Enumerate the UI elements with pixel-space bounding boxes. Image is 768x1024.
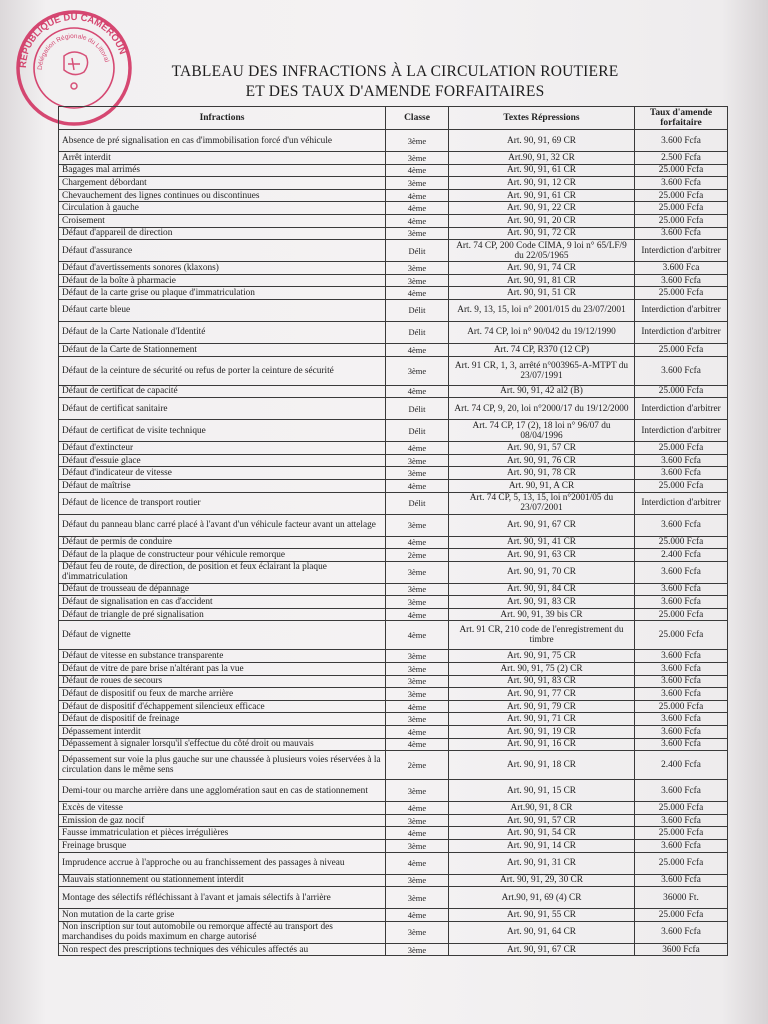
table-row	[59, 675, 728, 688]
cell-texte: Art. 91 CR, 1, 3, arrêté n°003965-A-MTPT du 23/07/1991	[449, 356, 635, 385]
cell-classe: 3ème	[386, 713, 449, 726]
table-row	[59, 751, 728, 780]
cell-texte: Art. 90, 91, 83 CR	[449, 596, 635, 609]
cell-texte: Art. 90, 91, 64 CR	[449, 921, 635, 943]
cell-texte: Art. 90, 91, 75 (2) CR	[449, 663, 635, 676]
cell-classe: 4ème	[386, 608, 449, 621]
cell-texte: Art. 74 CP, R370 (12 CP)	[449, 343, 635, 356]
cell-classe: 4ème	[386, 214, 449, 227]
cell-infraction: Chargement débordant	[59, 177, 386, 190]
cell-infraction: Arrêt interdit	[59, 152, 386, 165]
cell-taux: 25.000 Fcfa	[635, 442, 728, 455]
cell-taux: 3.600 Fcfa	[635, 688, 728, 701]
table-row	[59, 583, 728, 596]
cell-classe: 2ème	[386, 549, 449, 562]
cell-infraction: Défaut de dispositif de freinage	[59, 713, 386, 726]
cell-taux: 3.600 Fcfa	[635, 675, 728, 688]
table-row	[59, 840, 728, 853]
cell-classe: 4ème	[386, 738, 449, 751]
cell-classe: 3ème	[386, 675, 449, 688]
cell-infraction: Défaut de trousseau de dépannage	[59, 583, 386, 596]
cell-taux: 3.600 Fcfa	[635, 454, 728, 467]
cell-infraction: Croisement	[59, 214, 386, 227]
cell-texte: Art. 90, 91, 57 CR	[449, 442, 635, 455]
cell-infraction: Défaut de permis de conduire	[59, 536, 386, 549]
cell-classe: 3ème	[386, 874, 449, 887]
cell-taux: 3.600 Fcfa	[635, 514, 728, 536]
cell-taux: 3.600 Fcfa	[635, 583, 728, 596]
cell-classe: 4ème	[386, 343, 449, 356]
cell-infraction: Chevauchement des lignes continues ou discontinues	[59, 189, 386, 202]
cell-classe: 4ème	[386, 827, 449, 840]
cell-texte: Art. 74 CP, 5, 13, 15, loi n°2001/05 du 23/07/2001	[449, 492, 635, 514]
cell-taux: 2.500 Fcfa	[635, 152, 728, 165]
cell-texte: Art. 90, 91, 29, 30 CR	[449, 874, 635, 887]
cell-classe: 3ème	[386, 561, 449, 583]
cell-taux: 3.600 Fcfa	[635, 738, 728, 751]
cell-taux: 25.000 Fcfa	[635, 802, 728, 815]
table-header-row	[59, 107, 728, 130]
cell-taux: Interdiction d'arbitrer	[635, 240, 728, 262]
cell-classe: 4ème	[386, 802, 449, 815]
cell-infraction: Défaut du panneau blanc carré placé à l'avant d'un véhicule facteur avant un attelage	[59, 514, 386, 536]
cell-taux: 3.600 Fcfa	[635, 274, 728, 287]
cell-texte: Art. 90, 91, A CR	[449, 479, 635, 492]
cell-classe: 4ème	[386, 852, 449, 874]
cell-texte: Art. 90, 91, 57 CR	[449, 814, 635, 827]
cell-texte: Art. 90, 91, 19 CR	[449, 726, 635, 739]
cell-texte: Art.90, 91, 69 (4) CR	[449, 887, 635, 909]
cell-infraction: Défaut d'appareil de direction	[59, 227, 386, 240]
cell-classe: 3ème	[386, 780, 449, 802]
cell-classe: Délit	[386, 321, 449, 343]
cell-classe: 3ème	[386, 943, 449, 956]
cell-infraction: Défaut de certificat de visite technique	[59, 420, 386, 442]
cell-infraction: Non inscription sur tout automobile ou remorque affecté au transport des marchandises du poids maximum en charge autorisé	[59, 921, 386, 943]
cell-infraction: Défaut d'indicateur de vitesse	[59, 467, 386, 480]
cell-texte: Art. 90, 91, 76 CR	[449, 454, 635, 467]
table-row	[59, 164, 728, 177]
cell-taux: 25.000 Fcfa	[635, 164, 728, 177]
cell-taux: 3.600 Fcfa	[635, 814, 728, 827]
cell-infraction: Défaut de licence de transport routier	[59, 492, 386, 514]
table-row	[59, 663, 728, 676]
table-row	[59, 398, 728, 420]
cell-texte: Art. 90, 91, 14 CR	[449, 840, 635, 853]
cell-texte: Art. 90, 91, 71 CR	[449, 713, 635, 726]
cell-infraction: Défaut de la carte grise ou plaque d'immatriculation	[59, 287, 386, 300]
table-row	[59, 536, 728, 549]
cell-classe: 3ème	[386, 921, 449, 943]
table-body	[59, 130, 728, 956]
cell-infraction: Dépassement à signaler lorsqu'il s'effectue du côté droit ou mauvais	[59, 738, 386, 751]
table-row	[59, 549, 728, 562]
cell-taux: 3.600 Fcfa	[635, 177, 728, 190]
table-row	[59, 874, 728, 887]
cell-classe: 4ème	[386, 536, 449, 549]
cell-classe: 4ème	[386, 700, 449, 713]
table-row	[59, 442, 728, 455]
cell-taux: 3600 Fcfa	[635, 943, 728, 956]
cell-classe: 4ème	[386, 479, 449, 492]
cell-texte: Art. 90, 91, 41 CR	[449, 536, 635, 549]
cell-classe: 3ème	[386, 814, 449, 827]
table-row	[59, 726, 728, 739]
table-row	[59, 152, 728, 165]
cell-texte: Art. 74 CP, 17 (2), 18 loi n° 96/07 du 08/04/1996	[449, 420, 635, 442]
cell-infraction: Circulation à gauche	[59, 202, 386, 215]
cell-texte: Art.90, 91, 8 CR	[449, 802, 635, 815]
cell-infraction: Imprudence accrue à l'approche ou au franchissement des passages à niveau	[59, 852, 386, 874]
table-row	[59, 827, 728, 840]
table-row	[59, 688, 728, 701]
cell-taux: 25.000 Fcfa	[635, 385, 728, 398]
cell-texte: Art. 90, 91, 20 CR	[449, 214, 635, 227]
table-row	[59, 780, 728, 802]
cell-taux: Interdiction d'arbitrer	[635, 299, 728, 321]
cell-taux: 25.000 Fcfa	[635, 214, 728, 227]
cell-texte: Art. 90, 91, 22 CR	[449, 202, 635, 215]
cell-classe: 4ème	[386, 621, 449, 650]
cell-classe: 3ème	[386, 650, 449, 663]
cell-infraction: Non mutation de la carte grise	[59, 909, 386, 922]
table-row	[59, 887, 728, 909]
cell-taux: 36000 Ft.	[635, 887, 728, 909]
table-row	[59, 274, 728, 287]
cell-texte: Art. 74 CP, loi n° 90/042 du 19/12/1990	[449, 321, 635, 343]
cell-texte: Art. 90, 91, 84 CR	[449, 583, 635, 596]
cell-taux: 2.400 Fcfa	[635, 751, 728, 780]
cell-classe: Délit	[386, 240, 449, 262]
cell-taux: Interdiction d'arbitrer	[635, 321, 728, 343]
header-infractions: Infractions	[59, 107, 386, 130]
table-row	[59, 189, 728, 202]
cell-texte: Art.90, 91, 32 CR	[449, 152, 635, 165]
table-row	[59, 467, 728, 480]
cell-taux: 3.600 Fcfa	[635, 780, 728, 802]
cell-taux: 25.000 Fcfa	[635, 827, 728, 840]
table-row	[59, 700, 728, 713]
cell-classe: 3ème	[386, 596, 449, 609]
table-row	[59, 514, 728, 536]
cell-infraction: Défaut de triangle de pré signalisation	[59, 608, 386, 621]
cell-texte: Art. 90, 91, 39 bis CR	[449, 608, 635, 621]
cell-infraction: Excès de vitesse	[59, 802, 386, 815]
cell-infraction: Défaut de la Carte de Stationnement	[59, 343, 386, 356]
cell-classe: 4ème	[386, 287, 449, 300]
cell-taux: 2.400 Fcfa	[635, 549, 728, 562]
infractions-table	[58, 106, 728, 956]
cell-taux: 3.600 Fcfa	[635, 650, 728, 663]
table-row	[59, 921, 728, 943]
cell-classe: 4ème	[386, 385, 449, 398]
table-row	[59, 214, 728, 227]
cell-taux: 25.000 Fcfa	[635, 700, 728, 713]
cell-taux: 25.000 Fcfa	[635, 608, 728, 621]
table-row	[59, 479, 728, 492]
table-row	[59, 343, 728, 356]
table-row	[59, 713, 728, 726]
cell-infraction: Défaut d'avertissements sonores (klaxons)	[59, 262, 386, 275]
cell-taux: 25.000 Fcfa	[635, 536, 728, 549]
cell-taux: 25.000 Fcfa	[635, 852, 728, 874]
cell-taux: 25.000 Fcfa	[635, 621, 728, 650]
title-line-2: ET DES TAUX D'AMENDE FORFAITAIRES	[245, 83, 545, 100]
cell-classe: 3ème	[386, 688, 449, 701]
header-classe: Classe	[386, 107, 449, 130]
cell-taux: 25.000 Fcfa	[635, 343, 728, 356]
stamp-emblem	[64, 52, 88, 89]
cell-taux: 3.600 Fca	[635, 262, 728, 275]
cell-texte: Art. 90, 91, 67 CR	[449, 514, 635, 536]
cell-texte: Art. 90, 91, 31 CR	[449, 852, 635, 874]
cell-infraction: Dépassement sur voie la plus gauche sur une chaussée à plusieurs voies réservées à la circulation dans le même sens	[59, 751, 386, 780]
cell-infraction: Freinage brusque	[59, 840, 386, 853]
table-row	[59, 287, 728, 300]
table-row	[59, 596, 728, 609]
cell-texte: Art. 90, 91, 63 CR	[449, 549, 635, 562]
cell-texte: Art. 90, 91, 51 CR	[449, 287, 635, 300]
cell-texte: Art. 90, 91, 74 CR	[449, 262, 635, 275]
table-row	[59, 561, 728, 583]
table-row	[59, 177, 728, 190]
cell-infraction: Défaut d'essuie glace	[59, 454, 386, 467]
table-row	[59, 321, 728, 343]
cell-classe: Délit	[386, 492, 449, 514]
cell-infraction: Défaut de la boîte à pharmacie	[59, 274, 386, 287]
cell-classe: 3ème	[386, 583, 449, 596]
cell-classe: 3ème	[386, 130, 449, 152]
cell-classe: 3ème	[386, 663, 449, 676]
cell-classe: Délit	[386, 299, 449, 321]
cell-taux: 3.600 Fcfa	[635, 874, 728, 887]
cell-infraction: Défaut de dispositif d'échappement silencieux efficace	[59, 700, 386, 713]
cell-taux: 3.600 Fcfa	[635, 840, 728, 853]
cell-classe: 3ème	[386, 467, 449, 480]
cell-classe: 4ème	[386, 442, 449, 455]
header-taux: Taux d'amende forfaitaire	[635, 107, 728, 130]
cell-texte: Art. 9, 13, 15, loi n° 2001/015 du 23/07/2001	[449, 299, 635, 321]
cell-infraction: Défaut d'assurance	[59, 240, 386, 262]
cell-taux: Interdiction d'arbitrer	[635, 492, 728, 514]
cell-classe: 3ème	[386, 356, 449, 385]
cell-infraction: Fausse immatriculation et pièces irrégulières	[59, 827, 386, 840]
table-row	[59, 130, 728, 152]
cell-classe: 2ème	[386, 751, 449, 780]
cell-texte: Art. 90, 91, 77 CR	[449, 688, 635, 701]
cell-texte: Art. 90, 91, 83 CR	[449, 675, 635, 688]
table-row	[59, 385, 728, 398]
cell-texte: Art. 90, 91, 75 CR	[449, 650, 635, 663]
cell-taux: 3.600 Fcfa	[635, 726, 728, 739]
cell-classe: 4ème	[386, 164, 449, 177]
table-row	[59, 802, 728, 815]
cell-infraction: Défaut d'extincteur	[59, 442, 386, 455]
cell-texte: Art. 90, 91, 16 CR	[449, 738, 635, 751]
cell-texte: Art. 74 CP, 200 Code CIMA, 9 loi n° 65/LF/9 du 22/05/1965	[449, 240, 635, 262]
cell-texte: Art. 90, 91, 55 CR	[449, 909, 635, 922]
cell-taux: 25.000 Fcfa	[635, 202, 728, 215]
cell-taux: 3.600 Fcfa	[635, 356, 728, 385]
cell-taux: 3.600 Fcfa	[635, 227, 728, 240]
cell-classe: 3ème	[386, 227, 449, 240]
table-row	[59, 454, 728, 467]
cell-classe: 4ème	[386, 202, 449, 215]
cell-infraction: Défaut de certificat de capacité	[59, 385, 386, 398]
cell-texte: Art. 90, 91, 61 CR	[449, 164, 635, 177]
cell-texte: Art. 74 CP, 9, 20, loi n°2000/17 du 19/12/2000	[449, 398, 635, 420]
cell-infraction: Défaut de la ceinture de sécurité ou refus de porter la ceinture de sécurité	[59, 356, 386, 385]
cell-texte: Art. 90, 91, 78 CR	[449, 467, 635, 480]
table-row	[59, 356, 728, 385]
cell-texte: Art. 90, 91, 72 CR	[449, 227, 635, 240]
cell-infraction: Dépassement interdit	[59, 726, 386, 739]
cell-classe: 3ème	[386, 887, 449, 909]
cell-texte: Art. 91 CR, 210 code de l'enregistrement du timbre	[449, 621, 635, 650]
cell-taux: 25.000 Fcfa	[635, 479, 728, 492]
cell-infraction: Absence de pré signalisation en cas d'immobilisation forcé d'un véhicule	[59, 130, 386, 152]
table-row	[59, 650, 728, 663]
cell-texte: Art. 90, 91, 70 CR	[449, 561, 635, 583]
cell-classe: 3ème	[386, 262, 449, 275]
cell-infraction: Défaut de la Carte Nationale d'Identité	[59, 321, 386, 343]
table-row	[59, 299, 728, 321]
cell-texte: Art. 90, 91, 67 CR	[449, 943, 635, 956]
cell-taux: 3.600 Fcfa	[635, 467, 728, 480]
cell-taux: 3.600 Fcfa	[635, 596, 728, 609]
cell-infraction: Défaut de la plaque de constructeur pour véhicule remorque	[59, 549, 386, 562]
table-row	[59, 262, 728, 275]
table-row	[59, 608, 728, 621]
cell-taux: 25.000 Fcfa	[635, 909, 728, 922]
cell-classe: 3ème	[386, 152, 449, 165]
table-row	[59, 943, 728, 956]
table-row	[59, 240, 728, 262]
cell-taux: 3.600 Fcfa	[635, 561, 728, 583]
table-row	[59, 738, 728, 751]
cell-infraction: Défaut de vitesse en substance transparente	[59, 650, 386, 663]
cell-texte: Art. 90, 91, 12 CR	[449, 177, 635, 190]
cell-infraction: Défaut de vitre de pare brise n'altérant pas la vue	[59, 663, 386, 676]
cell-taux: Interdiction d'arbitrer	[635, 420, 728, 442]
cell-classe: Délit	[386, 398, 449, 420]
cell-infraction: Non respect des prescriptions techniques des véhicules affectés au	[59, 943, 386, 956]
cell-classe: 3ème	[386, 840, 449, 853]
cell-infraction: Bagages mal arrimés	[59, 164, 386, 177]
cell-infraction: Défaut feu de route, de direction, de position et feux éclairant la plaque d'immatriculation	[59, 561, 386, 583]
cell-taux: 3.600 Fcfa	[635, 130, 728, 152]
cell-infraction: Défaut carte bleue	[59, 299, 386, 321]
cell-classe: 4ème	[386, 726, 449, 739]
cell-texte: Art. 90, 91, 69 CR	[449, 130, 635, 152]
cell-infraction: Demi-tour ou marche arrière dans une agglomération saut en cas de stationnement	[59, 780, 386, 802]
cell-infraction: Défaut de signalisation en cas d'accident	[59, 596, 386, 609]
cell-infraction: Défaut de vignette	[59, 621, 386, 650]
table-row	[59, 909, 728, 922]
cell-infraction: Emission de gaz nocif	[59, 814, 386, 827]
cell-classe: 3ème	[386, 454, 449, 467]
cell-infraction: Montage des sélectifs réfléchissant à l'avant et jamais sélectifs à l'arrière	[59, 887, 386, 909]
cell-taux: 3.600 Fcfa	[635, 921, 728, 943]
cell-infraction: Défaut de maîtrise	[59, 479, 386, 492]
cell-taux: 25.000 Fcfa	[635, 189, 728, 202]
cell-classe: 3ème	[386, 514, 449, 536]
cell-infraction: Défaut de dispositif ou feux de marche arrière	[59, 688, 386, 701]
table-row	[59, 227, 728, 240]
table-row	[59, 492, 728, 514]
cell-taux: 3.600 Fcfa	[635, 663, 728, 676]
cell-infraction: Défaut de certificat sanitaire	[59, 398, 386, 420]
table-row	[59, 852, 728, 874]
table-row	[59, 814, 728, 827]
cell-texte: Art. 90, 91, 15 CR	[449, 780, 635, 802]
table-row	[59, 621, 728, 650]
cell-texte: Art. 90, 91, 18 CR	[449, 751, 635, 780]
cell-taux: 25.000 Fcfa	[635, 287, 728, 300]
document-title	[150, 62, 640, 102]
cell-texte: Art. 90, 91, 61 CR	[449, 189, 635, 202]
cell-texte: Art. 90, 91, 54 CR	[449, 827, 635, 840]
cell-taux: 3.600 Fcfa	[635, 713, 728, 726]
title-line-1: TABLEAU DES INFRACTIONS À LA CIRCULATION ROUTIERE	[171, 63, 619, 80]
cell-classe: 3ème	[386, 274, 449, 287]
cell-classe: Délit	[386, 420, 449, 442]
header-textes: Textes Répressions	[449, 107, 635, 130]
cell-classe: 3ème	[386, 177, 449, 190]
stamp-outer-text: REPUBLIQUE DU CAMEROUN	[17, 11, 128, 69]
cell-texte: Art. 90, 91, 42 al2 (B)	[449, 385, 635, 398]
table-row	[59, 202, 728, 215]
cell-infraction: Défaut de roues de secours	[59, 675, 386, 688]
cell-infraction: Mauvais stationnement ou stationnement interdit	[59, 874, 386, 887]
cell-classe: 4ème	[386, 909, 449, 922]
stamp-inner-text: Délégation Régionale du Littoral	[36, 32, 110, 71]
cell-taux: Interdiction d'arbitrer	[635, 398, 728, 420]
cell-classe: 4ème	[386, 189, 449, 202]
cell-texte: Art. 90, 91, 81 CR	[449, 274, 635, 287]
table-row	[59, 420, 728, 442]
cell-texte: Art. 90, 91, 79 CR	[449, 700, 635, 713]
